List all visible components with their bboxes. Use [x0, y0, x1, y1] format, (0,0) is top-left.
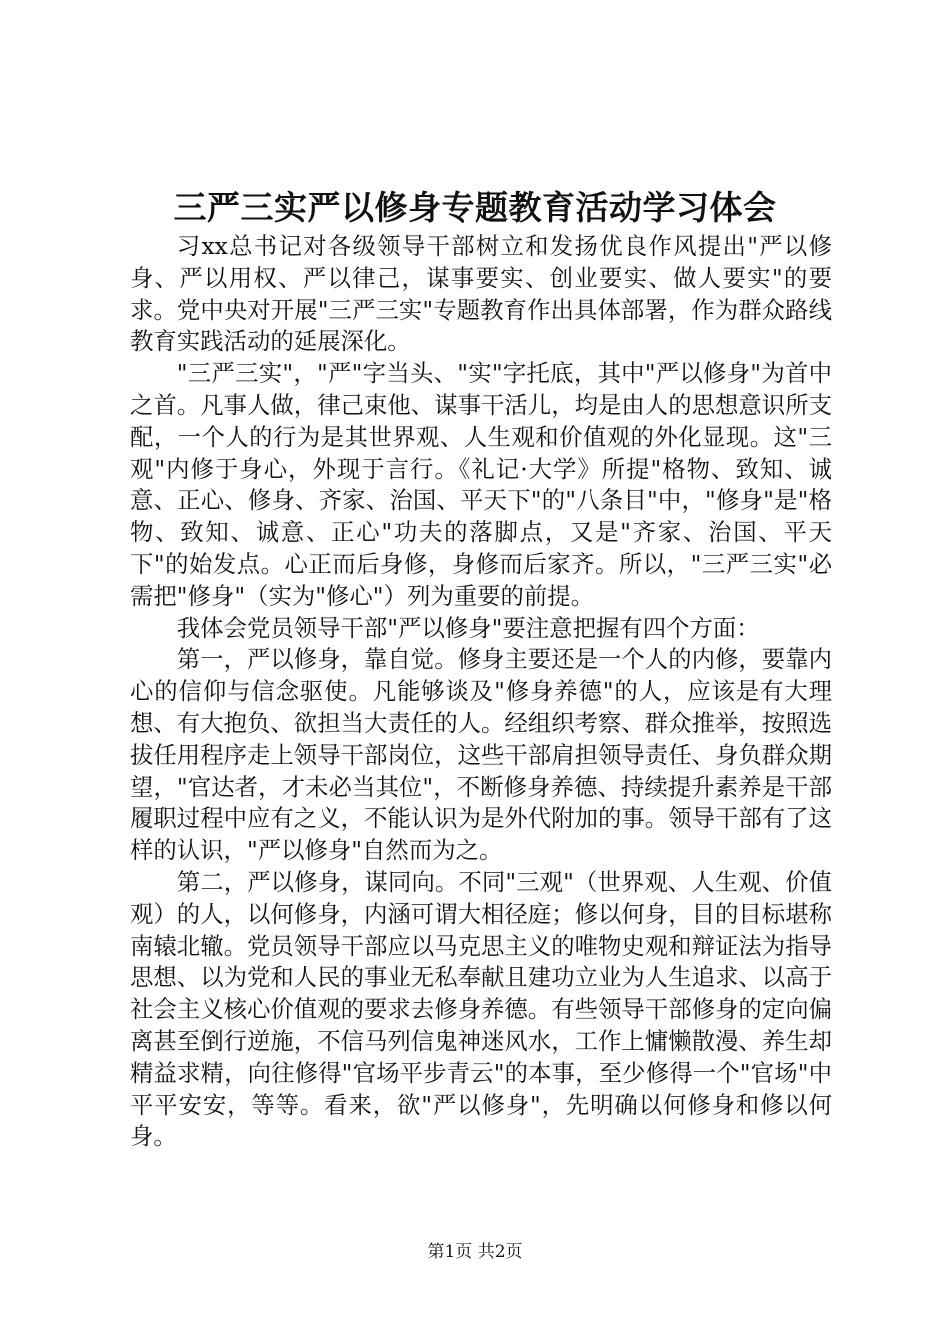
- paragraph-four-aspects: 我体会党员领导干部"严以修身"要注意把握有四个方面：: [176, 613, 760, 642]
- paragraph-second-point: 第二，严以修身，谋同向。不同"三观"（世界观、人生观、价值观）的人，以何修身，内涵可谓大相径庭；修以何身，目的目标堪称南辕北辙。党员领导干部应以马克思主义的唯物史观和辩证法为指导思想、以为党和人民的事业无私奉献且建功立业为人生追求、以高于社会主义核心价值观的要求去修身养德。有些领导干部修身的定向偏离甚至倒行逆施，不信马列信鬼神迷风水，工作上慵懒散漫、养生却精益求精，向往修得"官场平步青云"的本事，至少修得一个"官场"中平平安安，等等。看来，欲"严以修身"，先明确以何修身和修以何身。: [130, 867, 832, 1151]
- paragraph-three-stricts: "三严三实"，"严"字当头、"实"字托底，其中"严以修身"为首中之首。凡事人做，律己束他、谋事干活儿，均是由人的思想意识所支配，一个人的行为是其世界观、人生观和价值观的外化显现。这"三观"内修于身心，外现于言行。《礼记·大学》所提"格物、致知、诚意、正心、修身、齐家、治国、平天下"的"八条目"中，"修身"是"格物、致知、诚意、正心"功夫的落脚点，又是"齐家、治国、平天下"的始发点。心正而后身修，身修而后家齐。所以，"三严三实"必需把"修身"（实为"修心"）列为重要的前提。: [130, 359, 832, 610]
- paragraph-intro: 习xx总书记对各级领导干部树立和发扬优良作风提出"严以修身、严以用权、严以律己，谋事要实、创业要实、做人要实"的要求。党中央对开展"三严三实"专题教育作出具体部署，作为群众路线教育实践活动的延展深化。: [130, 232, 832, 356]
- document-body: [130, 231, 832, 1153]
- page-footer: 第1页 共2页: [427, 1242, 523, 1262]
- document-title: 三严三实严以修身专题教育活动学习体会: [173, 188, 777, 227]
- paragraph-first-point: 第一，严以修身，靠自觉。修身主要还是一个人的内修，要靠内心的信仰与信念驱使。凡能够谈及"修身养德"的人，应该是有大理想、有大抱负、欲担当大责任的人。经组织考察、群众推举，按照选拔任用程序走上领导干部岗位，这些干部肩担领导责任、身负群众期望，"官达者，才未必当其位"，不断修身养德、持续提升素养是干部履职过程中应有之义，不能认识为是外代附加的事。领导干部有了这样的认识，"严以修身"自然而为之。: [130, 645, 832, 865]
